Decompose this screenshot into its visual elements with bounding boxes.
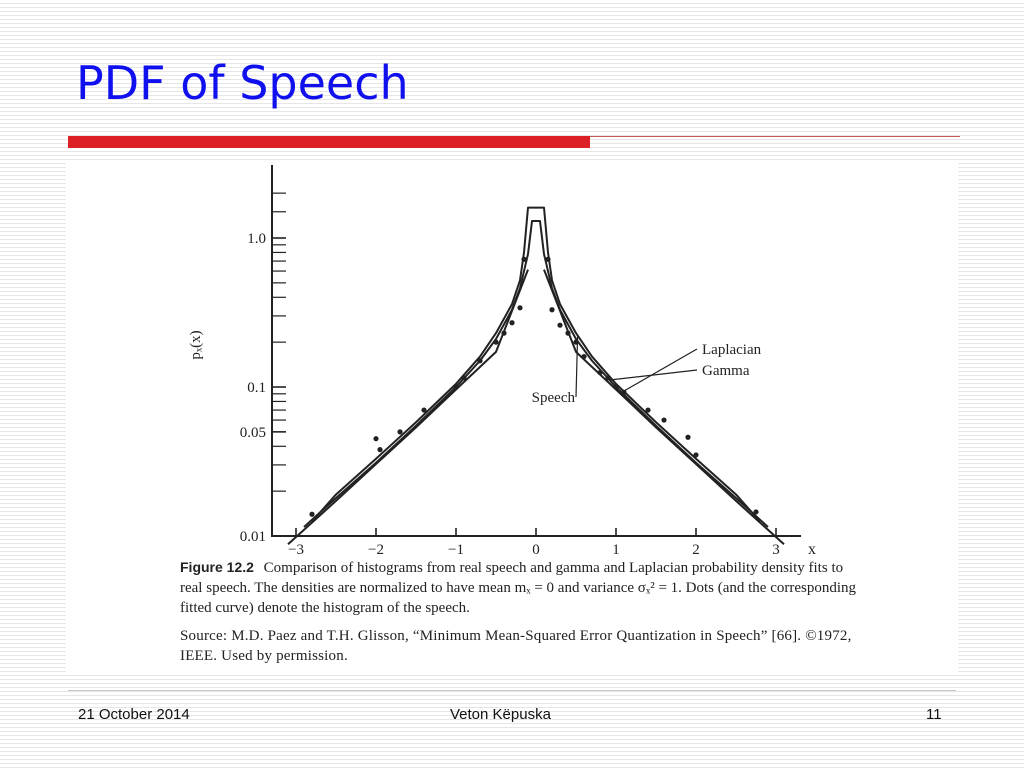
annotation-leader-gamma [610,370,697,380]
source-label: Source: [180,628,228,644]
caption-text: Comparison of histograms from real speech and gamma and Laplacian probability density fits to real speech. The densities are normalized to have mean mₓ = 0 and variance σₓ² = 1. Dots (and the corresponding fitted curve) denote the histogram of the speech. [180,560,857,616]
footer-rule [68,690,956,691]
histogram-point [597,370,602,375]
slide-number: 11 [926,706,942,723]
histogram-point [397,429,402,434]
annotation-gamma: Gamma [702,363,750,379]
histogram-point [613,384,618,389]
x-tick-label: 2 [692,542,700,555]
histogram-point [693,452,698,457]
figure-panel [66,160,958,672]
histogram-point [645,407,650,412]
histogram-point [501,331,506,336]
histogram-point [477,358,482,363]
x-tick-label: −2 [368,542,384,555]
histogram-point [545,257,550,262]
histogram-point [453,384,458,389]
histogram-point [581,354,586,359]
y-axis-title: pₓ(x) [188,330,204,360]
histogram-point [557,323,562,328]
y-tick-label: 0.05 [239,424,266,441]
title-accent-bar [68,136,590,148]
footer-date: 21 October 2014 [78,706,190,723]
annotation-speech: Speech [531,390,575,406]
figure-label: Figure 12.2 [180,559,254,575]
histogram-point [377,447,382,452]
histogram-point [753,509,758,514]
slide-title: PDF of Speech [76,56,409,110]
curve-gamma [304,221,768,527]
y-tick-label: 0.01 [239,529,266,545]
x-tick-label: 1 [612,542,620,555]
histogram-point [661,417,666,422]
histogram-point [421,407,426,412]
curve-speech [312,208,760,522]
x-tick-label: −1 [448,542,464,555]
x-axis-title: x [808,541,816,555]
histogram-point [685,435,690,440]
x-tick-label: 0 [532,542,540,555]
x-tick-label: 3 [772,542,780,555]
footer-author: Veton Këpuska [450,706,551,723]
y-tick-label: 0.1 [247,380,266,396]
histogram-point [517,305,522,310]
x-tick-label: −3 [288,542,304,555]
histogram-point [373,436,378,441]
histogram-point [493,340,498,345]
histogram-point [461,375,466,380]
histogram-point [509,320,514,325]
source-text: M.D. Paez and T.H. Glisson, “Minimum Mean-Squared Error Quantization in Speech” [66]. ©1972, IEEE. Used by permission. [180,628,852,664]
histogram-point [549,307,554,312]
y-tick-label: 1.0 [247,231,266,247]
figure-caption [180,557,860,666]
title-rule [590,136,960,137]
histogram-point [521,257,526,262]
pdf-chart [66,160,958,555]
histogram-point [309,512,314,517]
annotation-laplacian: Laplacian [702,342,762,358]
curve-laplacian [288,270,784,545]
histogram-point [565,331,570,336]
